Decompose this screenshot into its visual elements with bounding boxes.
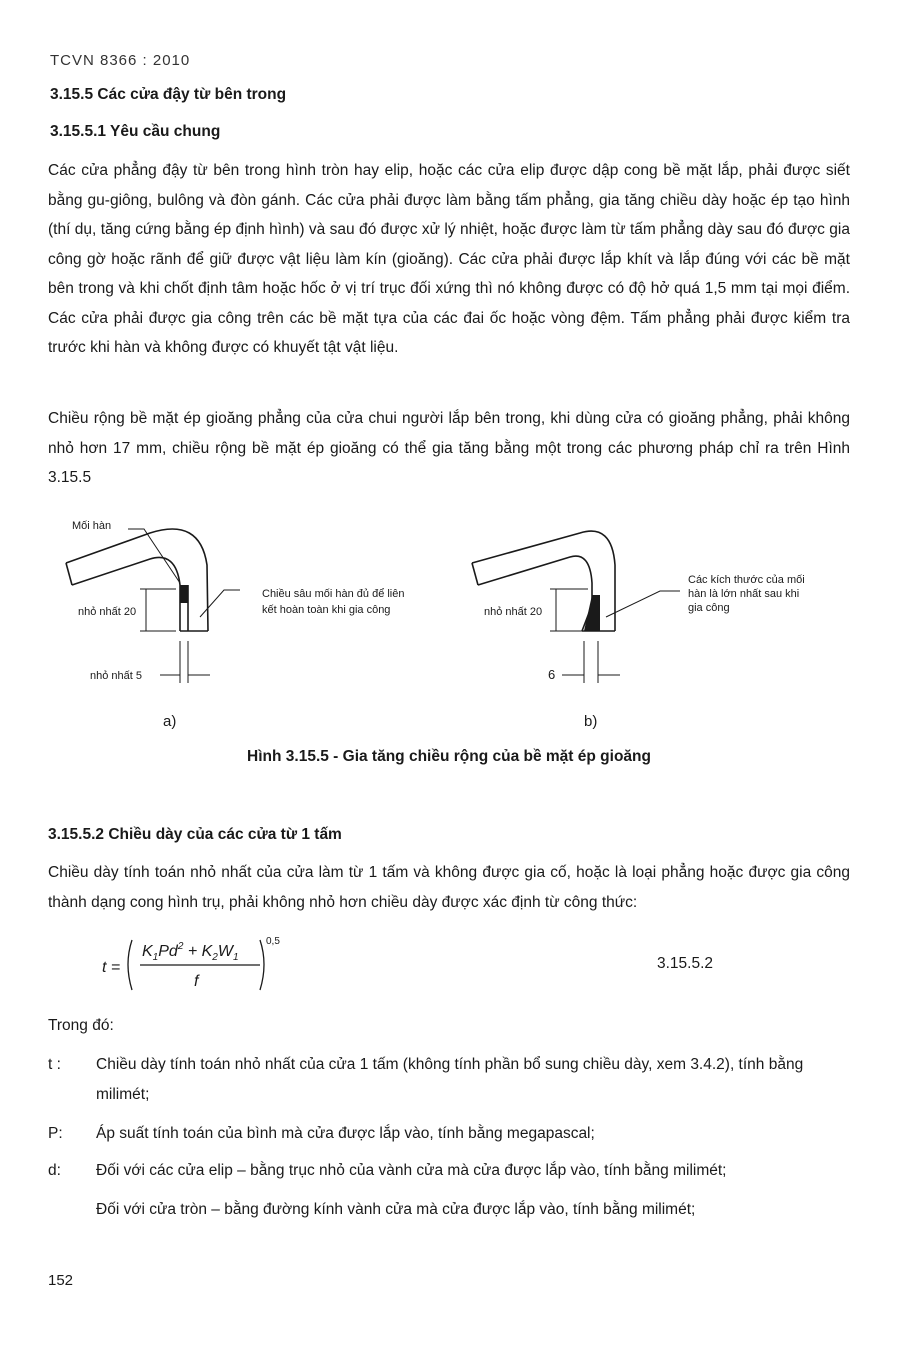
caption-b: b): [584, 713, 598, 730]
page-number: 152: [48, 1272, 74, 1289]
paragraph-thickness: Chiều dày tính toán nhỏ nhất của cửa làm từ 1 tấm và không được gia cố, hoặc là loại phẳng hoặc được gia công thành dạng cong hình trụ, phải không nhỏ hơn chiều dày được xác định từ công thức:: [48, 864, 850, 911]
dims-note-line1: Các kích thước của mối: [688, 574, 805, 586]
thickness-formula: [100, 932, 300, 996]
weld-b: [584, 595, 600, 631]
dim-5-a: [160, 641, 210, 683]
dim-6-b: [562, 641, 620, 683]
subsection-title: 3.15.5.1 Yêu cầu chung: [50, 123, 221, 140]
formula-number: 3.15.5.2: [657, 955, 714, 972]
depth-note-line2: kết hoàn toàn khi gia công: [262, 604, 391, 616]
weld-leader-a: [128, 529, 180, 583]
svg-text:t =: t =: [102, 959, 121, 976]
dims-note-line3: gia công: [688, 602, 730, 614]
paragraph-gasket-width: Chiều rộng bề mặt ép gioăng phẳng của cửa chui người lắp bên trong, khi dùng cửa có gioăng phẳng, phải không nhỏ hơn 17 mm, chiều rộng bề mặt ép gioăng có thể gia tăng bằng một trong các phương pháp chỉ ra trên Hình 3.15.5: [48, 410, 850, 486]
def-value-t: Chiều dày tính toán nhỏ nhất của cửa 1 tấm (không tính phần bổ sung chiều dày, xem 3.4.2), tính bằng milimét;: [96, 1056, 804, 1103]
def-key-d: d:: [48, 1162, 61, 1179]
min-5-label-a: nhỏ nhất 5: [90, 670, 142, 682]
dims-note-line2: hàn là lớn nhất sau khi: [688, 588, 800, 600]
figure-gasket-width-diagram: [0, 505, 898, 735]
subsection-title-2: 3.15.5.2 Chiều dày của các cửa từ 1 tấm: [48, 826, 342, 843]
section-title: 3.15.5 Các cửa đậy từ bên trong: [50, 86, 287, 103]
min-20-label-b: nhỏ nhất 20: [484, 606, 543, 618]
min-20-label-a: nhỏ nhất 20: [78, 606, 137, 618]
svg-text:K1Pd2 + K2W1: $K_1Pd^2 + K_2W_1$: [142, 941, 239, 963]
def-key-t: t :: [48, 1056, 61, 1073]
svg-text:f: f: [194, 973, 199, 990]
paragraph-general-requirements: Các cửa phẳng đậy từ bên trong hình tròn hay elip, hoặc các cửa elip được dập cong bề mặt lắp, phải được siết bằng gu-giông, bulông và đòn gánh. Các cửa phải được làm bằng tấm phẳng, gia tăng chiều dày hoặc ép tạo hình (thí dụ, tăng cứng bằng ép định hình) và sau đó được xử lý nhiệt, hoặc được làm từ tấm phẳng dày sau đó được gia công gờ hoặc rãnh để giữ được vật liệu làm kín (gioăng). Các cửa phải được lắp khít và lắp đúng với các bề mặt bên trong và khi chốt định tâm hoặc hốc ở vị trí trục đối xứng thì nó không được có độ hở quá 1,5 mm tại mọi điểm. Các cửa phải được gia công trên các bề mặt tựa của các đai ốc hoặc vòng đệm. Tấm phẳng phải được kiểm tra trước khi hàn và không được có khuyết tật vật liệu.: [48, 162, 850, 356]
weld-a: [180, 585, 188, 603]
document-code-header: TCVN 8366 : 2010: [50, 52, 191, 69]
def-key-p: P:: [48, 1125, 63, 1142]
dims-leader-b: [606, 591, 680, 617]
def-value-d-ellipse: Đối với các cửa elip – bằng trục nhỏ của vành cửa mà cửa được lắp vào, tính bằng milimét;: [96, 1162, 727, 1179]
depth-note-line1: Chiều sâu mối hàn đủ để liên: [262, 588, 405, 600]
def-value-p: Áp suất tính toán của bình mà cửa được lắp vào, tính bằng megapascal;: [96, 1125, 595, 1142]
svg-text:0,5: 0,5: [266, 936, 280, 947]
caption-a: a): [163, 713, 177, 730]
def-value-d-round: Đối với cửa tròn – bằng đường kính vành cửa mà cửa được lắp vào, tính bằng milimét;: [96, 1201, 696, 1218]
dim-20-b: [550, 589, 588, 631]
dim-6-label: 6: [548, 667, 556, 682]
figure-caption: Hình 3.15.5 - Gia tăng chiều rộng của bề mặt ép gioăng: [247, 748, 651, 765]
depth-leader-a: [200, 590, 240, 617]
where-label: Trong đó:: [48, 1017, 114, 1034]
dim-20-a: [140, 589, 176, 631]
weld-label: Mối hàn: [72, 520, 112, 532]
